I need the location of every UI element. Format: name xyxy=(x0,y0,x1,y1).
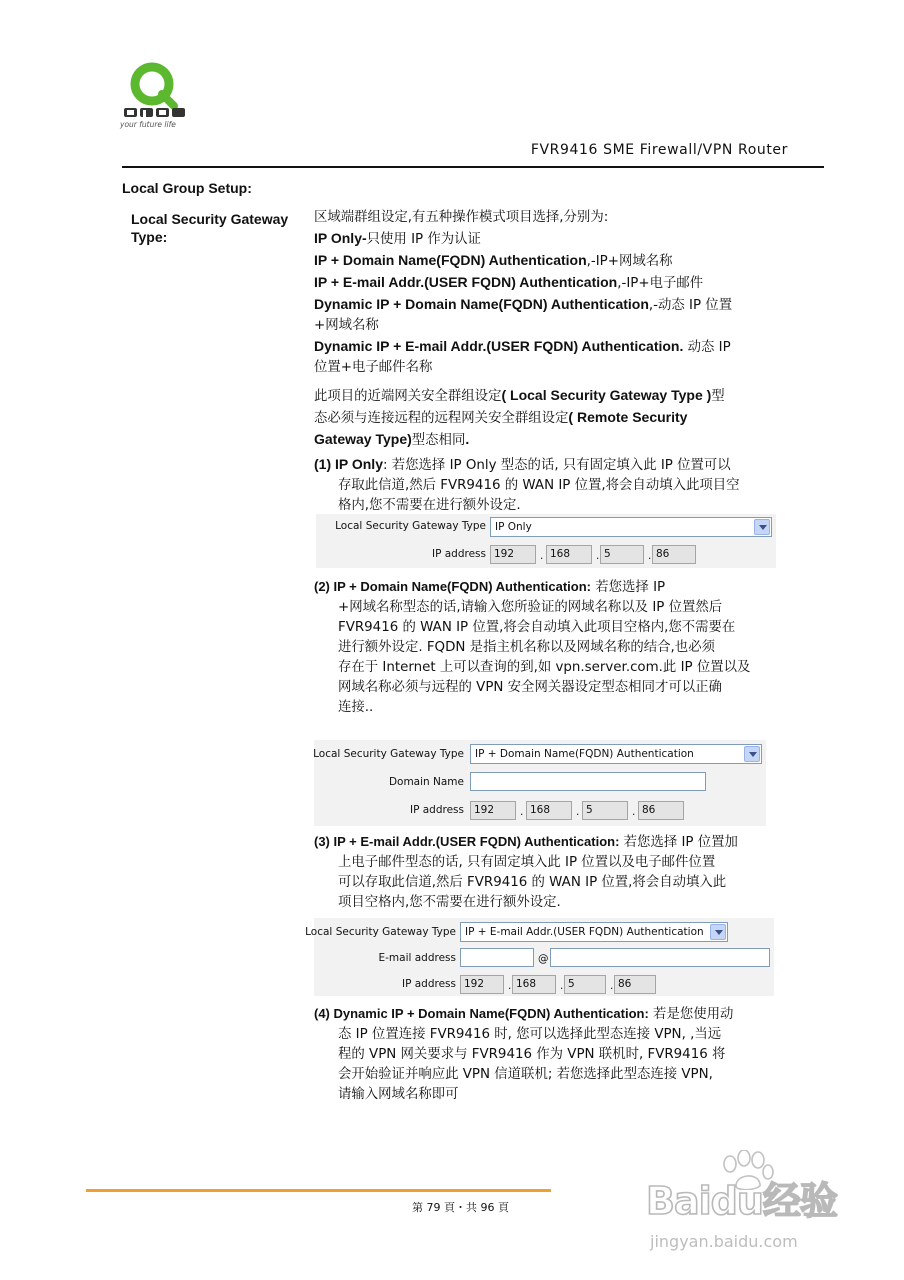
intro-line: 区域端群组设定,有五种操作模式项目选择,分别为: xyxy=(314,210,609,225)
ip-dot: . xyxy=(540,550,544,562)
option-text: ,-IP+电子邮件 xyxy=(617,276,704,291)
header-divider xyxy=(122,166,824,168)
para-text: 型 xyxy=(711,389,725,404)
ip-dot: . xyxy=(632,806,636,818)
ip-octet-1[interactable]: 192 xyxy=(470,801,516,820)
watermark-brand: Baidu经验 xyxy=(646,1179,837,1223)
domain-name-input[interactable] xyxy=(470,772,706,791)
item-text: 上电子邮件型态的话, 只有固定填入此 IP 位置以及电子邮件位置 xyxy=(338,855,716,870)
para-text: 态必须与连接远程的远程网关安全群组设定 xyxy=(314,411,569,426)
ip-octet-4[interactable]: 86 xyxy=(652,545,696,564)
form-ip-domain xyxy=(314,740,766,826)
item-text: 若您选择 IP xyxy=(591,580,666,595)
item-heading: (3) IP + E-mail Addr.(USER FQDN) Authentication: xyxy=(314,834,620,849)
para-text: 型态相同 xyxy=(411,433,466,448)
item-heading: (1) IP Only xyxy=(314,456,383,472)
email-domain-input[interactable] xyxy=(550,948,770,967)
ip-octet-2[interactable]: 168 xyxy=(546,545,592,564)
para-bold: . xyxy=(465,431,470,447)
item-text: 若是您使用动 xyxy=(648,1007,734,1022)
item-heading: (4) Dynamic IP + Domain Name(FQDN) Authentication: xyxy=(314,1006,649,1021)
item-text: 程的 VPN 网关要求与 FVR9416 作为 VPN 联机时, FVR9416 将 xyxy=(338,1047,726,1062)
item-text: 网域名称必须与远程的 VPN 安全网关器设定型态相同才可以正确 xyxy=(338,680,722,695)
ip-address-label: IP address xyxy=(431,548,486,560)
footer-divider xyxy=(86,1189,551,1192)
baidu-watermark xyxy=(644,1150,854,1270)
intro-paragraph xyxy=(314,208,776,378)
ip-octet-4[interactable]: 86 xyxy=(638,801,684,820)
item-text: 存取此信道,然后 FVR9416 的 WAN IP 位置,将会自动填入此项目空 xyxy=(338,478,740,493)
option-dynamic-domain: Dynamic IP + Domain Name(FQDN) Authentication xyxy=(314,296,649,312)
email-user-input[interactable] xyxy=(460,948,534,967)
ip-dot: . xyxy=(508,980,512,992)
item-ip-domain xyxy=(314,577,776,718)
gateway-type-value: IP + E-mail Addr.(USER FQDN) Authentication xyxy=(465,926,704,938)
ip-octet-2[interactable]: 168 xyxy=(526,801,572,820)
item-ip-only xyxy=(314,454,776,516)
option-text: 只使用 IP 作为认证 xyxy=(366,232,481,247)
ip-octet-3[interactable]: 5 xyxy=(600,545,644,564)
ip-octet-1[interactable]: 192 xyxy=(490,545,536,564)
chevron-down-icon[interactable] xyxy=(744,746,760,762)
page-number: 第 79 頁・共 96 頁 xyxy=(412,1201,509,1214)
item-text: 连接.. xyxy=(338,700,374,715)
gateway-type-label: Local Security Gateway Type xyxy=(313,748,464,760)
domain-name-label: Domain Name xyxy=(388,776,464,788)
ip-dot: . xyxy=(520,806,524,818)
ip-dot: . xyxy=(648,550,652,562)
item-text: 态 IP 位置连接 FVR9416 时, 您可以选择此型态连接 VPN, ,当远 xyxy=(338,1027,722,1042)
field-label: Local Security Gateway Type: xyxy=(131,211,289,245)
form-ip-email xyxy=(305,918,774,996)
para-bold: Gateway Type) xyxy=(314,431,412,447)
item-text: +网域名称型态的话,请输入您所验证的网域名称以及 IP 位置然后 xyxy=(338,600,723,615)
item-text: 格内,您不需要在进行额外设定. xyxy=(338,498,521,513)
option-dynamic-email: Dynamic IP + E-mail Addr.(USER FQDN) Authentication. xyxy=(314,338,684,354)
para-text: 此项目的近端网关安全群组设定 xyxy=(314,389,502,404)
ip-octet-1[interactable]: 192 xyxy=(460,975,504,994)
gateway-type-select[interactable] xyxy=(490,517,772,537)
item-heading: (2) IP + Domain Name(FQDN) Authentication: xyxy=(314,579,591,594)
item-text: 若您选择 IP 位置加 xyxy=(619,835,738,850)
gateway-type-label: Local Security Gateway Type xyxy=(305,926,456,938)
ip-dot: . xyxy=(576,806,580,818)
option-ip-email: IP + E-mail Addr.(USER FQDN) Authentication xyxy=(314,274,618,290)
form-ip-only xyxy=(316,514,776,568)
item-dynamic-domain xyxy=(314,1004,776,1105)
item-ip-email xyxy=(314,832,776,913)
para-bold: ( Local Security Gateway Type ) xyxy=(501,387,712,403)
option-text: ,-动态 IP 位置 xyxy=(648,298,733,313)
item-text: 项目空格内,您不需要在进行额外设定. xyxy=(338,895,561,910)
option-text: 位置+电子邮件名称 xyxy=(314,360,433,375)
gateway-type-value: IP Only xyxy=(495,521,532,533)
gateway-type-value: IP + Domain Name(FQDN) Authentication xyxy=(475,748,694,760)
ip-octet-3[interactable]: 5 xyxy=(582,801,628,820)
option-text: 动态 IP xyxy=(683,340,731,355)
match-remote-paragraph xyxy=(314,385,776,451)
chevron-down-icon[interactable] xyxy=(754,519,770,535)
logo-tagline: your future life xyxy=(120,120,176,129)
at-sign: @ xyxy=(538,953,549,965)
item-text: 可以存取此信道,然后 FVR9416 的 WAN IP 位置,将会自动填入此 xyxy=(338,875,727,890)
item-text: FVR9416 的 WAN IP 位置,将会自动填入此项目空格内,您不需要在 xyxy=(338,620,736,635)
section-title: Local Group Setup: xyxy=(122,180,252,196)
watermark-url: jingyan.baidu.com xyxy=(650,1232,798,1251)
email-address-label: E-mail address xyxy=(378,952,456,964)
option-ip-only: IP Only- xyxy=(314,230,367,246)
item-text: : 若您选择 IP Only 型态的话, 只有固定填入此 IP 位置可以 xyxy=(382,458,731,473)
option-text: ,-IP+网域名称 xyxy=(586,254,673,269)
gateway-type-label: Local Security Gateway Type xyxy=(335,520,486,532)
ip-octet-2[interactable]: 168 xyxy=(512,975,556,994)
item-text: 存在于 Internet 上可以查询的到,如 vpn.server.com.此 IP 位置以及 xyxy=(338,660,751,675)
ip-dot: . xyxy=(610,980,614,992)
item-text: 会开始验证并响应此 VPN 信道联机; 若您选择此型态连接 VPN, xyxy=(338,1067,713,1082)
option-ip-domain: IP + Domain Name(FQDN) Authentication xyxy=(314,252,587,268)
ip-address-label: IP address xyxy=(401,978,456,990)
ip-dot: . xyxy=(560,980,564,992)
option-text: +网域名称 xyxy=(314,318,379,333)
para-bold: ( Remote Security xyxy=(568,409,688,425)
gateway-type-select[interactable] xyxy=(460,922,728,942)
gateway-type-select[interactable] xyxy=(470,744,762,764)
item-text: 请输入网域名称即可 xyxy=(338,1087,459,1102)
item-text: 进行额外设定. FQDN 是指主机名称以及网域名称的结合,也必须 xyxy=(338,640,715,655)
ip-address-label: IP address xyxy=(409,804,464,816)
ip-octet-3[interactable]: 5 xyxy=(564,975,606,994)
ip-dot: . xyxy=(596,550,600,562)
chevron-down-icon[interactable] xyxy=(710,924,726,940)
ip-octet-4[interactable]: 86 xyxy=(614,975,656,994)
document-title: FVR9416 SME Firewall/VPN Router xyxy=(530,142,788,158)
